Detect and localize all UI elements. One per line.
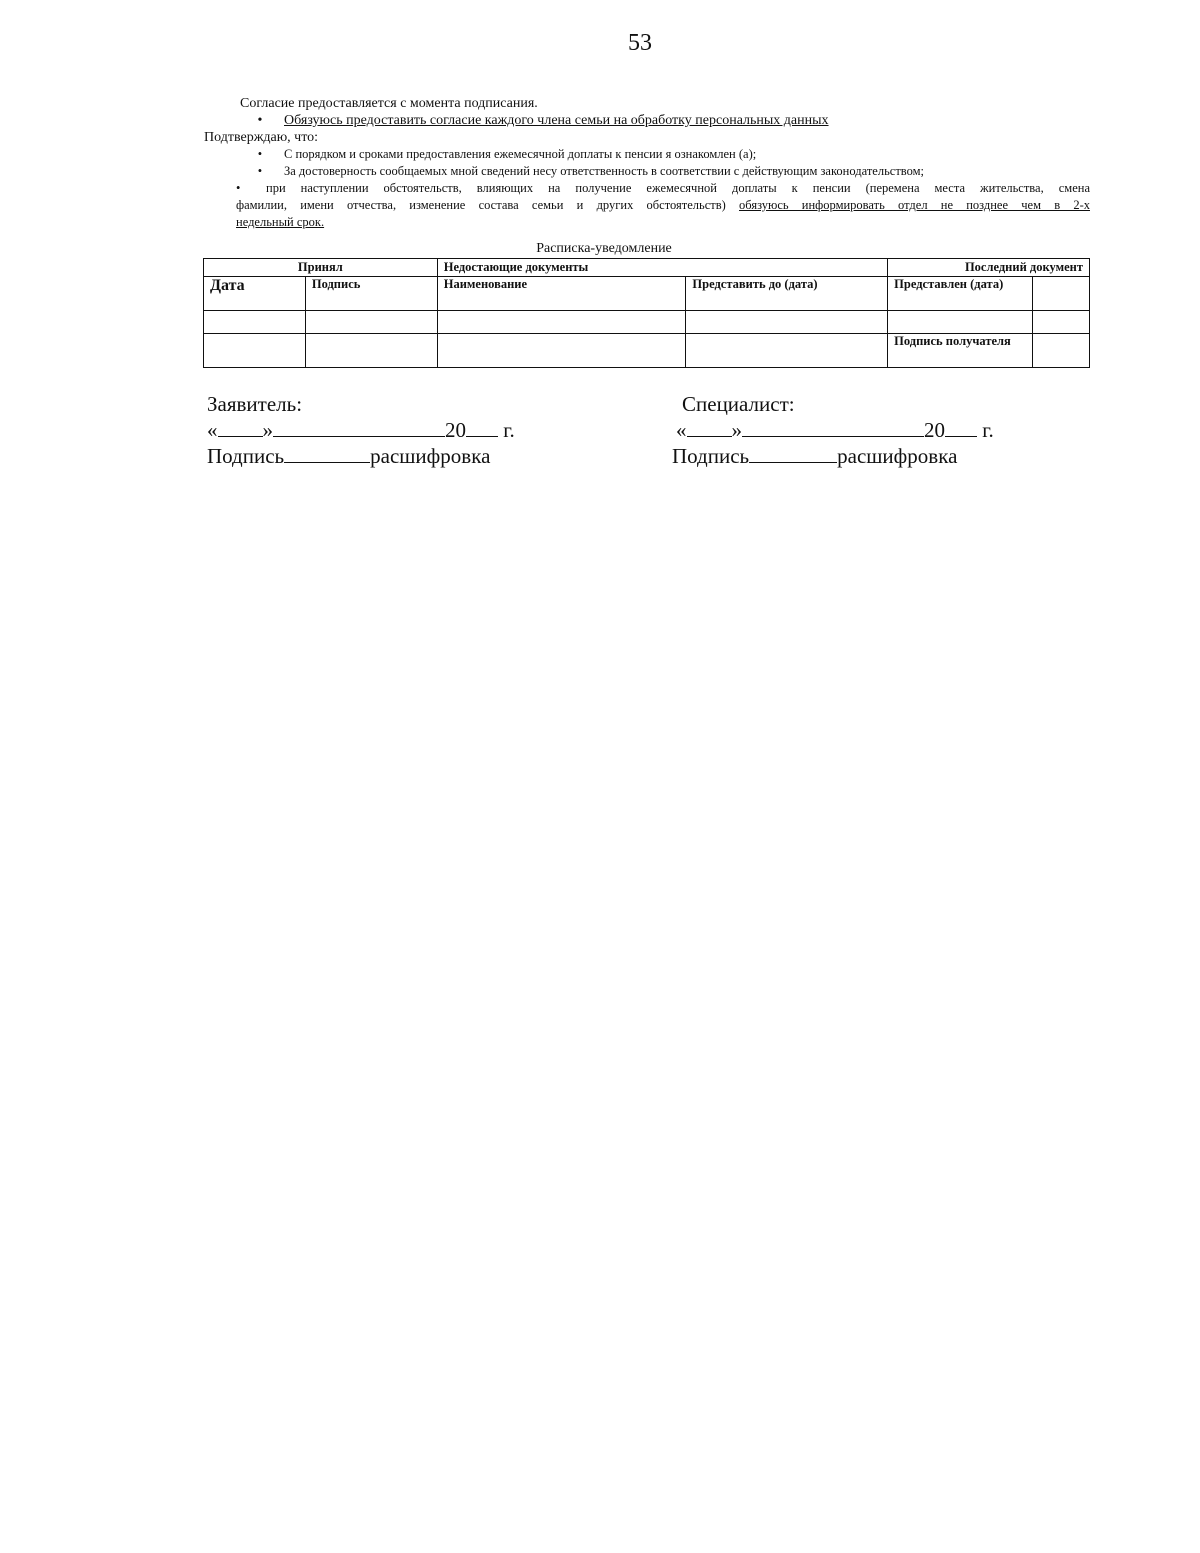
bullet-icon: •	[257, 164, 263, 178]
specialist-date-line	[672, 417, 994, 443]
day-blank[interactable]	[687, 418, 732, 437]
sign-label: Подпись	[672, 444, 750, 468]
date-column-header: Дата	[204, 277, 306, 311]
month-blank[interactable]	[742, 418, 924, 437]
decode-label: расшифровка	[370, 444, 491, 468]
specialist-sign-line	[672, 443, 994, 469]
family-consent-text: Обязуюсь предоставить согласие каждого члена семьи на обработку персональных данных	[284, 113, 829, 128]
confirm-item	[204, 146, 1090, 163]
table-cell[interactable]	[437, 334, 686, 368]
recipient-signature-cell[interactable]	[1033, 334, 1090, 368]
bullet-icon: •	[236, 181, 241, 195]
receipt-table	[203, 258, 1090, 368]
year-suffix: г.	[503, 418, 515, 442]
confirm-item-text: За достоверность сообщаемых мной сведений несу ответственность в соответствии с действующим законодательством;	[284, 164, 925, 178]
quote-close: »	[262, 418, 273, 442]
submitted-date-cell[interactable]	[1033, 277, 1090, 311]
notice-line-2	[236, 197, 1090, 214]
bullet-icon: •	[257, 147, 263, 161]
name-column-header: Наименование	[437, 277, 686, 311]
table-cell[interactable]	[686, 311, 888, 334]
notice-item	[204, 180, 1090, 231]
year-prefix: 20	[445, 418, 466, 442]
table-cell[interactable]	[305, 311, 437, 334]
notice-text-1: при наступлении обстоятельств, влияющих на получение ежемесячной доплаты к пенсии (перемена места жительства, смена	[266, 181, 1090, 195]
year-suffix: г.	[982, 418, 994, 442]
year-prefix: 20	[924, 418, 945, 442]
signature-blank[interactable]	[749, 444, 837, 463]
notice-line-3	[236, 214, 1090, 231]
table-cell[interactable]	[204, 334, 306, 368]
deadline-column-header: Представить до (дата)	[686, 277, 888, 311]
specialist-signature-block	[672, 391, 994, 469]
quote-open: «	[676, 418, 687, 442]
table-row	[204, 311, 1090, 334]
accepted-group-header: Принял	[204, 259, 438, 277]
table-cell[interactable]	[204, 311, 306, 334]
specialist-label: Специалист:	[682, 392, 795, 416]
table-cell[interactable]	[686, 334, 888, 368]
quote-open: «	[207, 418, 218, 442]
applicant-label: Заявитель:	[207, 392, 303, 416]
consent-text: Согласие предоставляется с момента подписания.	[240, 96, 538, 111]
decode-label: расшифровка	[837, 444, 958, 468]
day-blank[interactable]	[218, 418, 263, 437]
table-cell[interactable]	[437, 311, 686, 334]
quote-close: »	[731, 418, 742, 442]
table-cell[interactable]	[888, 311, 1033, 334]
statements-block	[204, 95, 1090, 231]
notice-text-2-underlined: обязуюсь информировать отдел не позднее чем в 2-х	[739, 198, 1090, 212]
table-row	[204, 334, 1090, 368]
sign-label: Подпись	[207, 444, 285, 468]
signature-column-header: Подпись	[305, 277, 437, 311]
recipient-signature-label: Подпись получателя	[888, 334, 1033, 368]
applicant-date-line	[207, 417, 515, 443]
submitted-date-label: Представлен (дата)	[888, 277, 1033, 311]
table-cell[interactable]	[305, 334, 437, 368]
confirm-item-text: С порядком и сроками предоставления ежемесячной доплаты к пенсии я ознакомлен (а);	[284, 147, 757, 161]
table-cell[interactable]	[1033, 311, 1090, 334]
family-consent-item	[204, 112, 1090, 129]
bullet-icon: •	[257, 113, 263, 128]
notice-text-2: фамилии, имени отчества, изменение состава семьи и других обстоятельств)	[236, 198, 726, 212]
year-blank[interactable]	[466, 418, 498, 437]
last-document-group-header: Последний документ	[888, 259, 1090, 277]
missing-docs-group-header: Недостающие документы	[437, 259, 887, 277]
confirm-heading: Подтверждаю, что:	[204, 130, 319, 145]
notice-text-3-underlined: недельный срок.	[236, 215, 325, 229]
applicant-sign-line	[207, 443, 515, 469]
table-header-row	[204, 259, 1090, 277]
applicant-signature-block	[207, 391, 515, 469]
table-row	[204, 277, 1090, 311]
month-blank[interactable]	[273, 418, 445, 437]
page-number: 53	[628, 30, 652, 56]
signature-blank[interactable]	[284, 444, 370, 463]
confirm-item	[204, 163, 1090, 180]
receipt-title: Расписка-уведомление	[536, 241, 672, 256]
notice-line-1	[236, 180, 1090, 197]
year-blank[interactable]	[945, 418, 977, 437]
